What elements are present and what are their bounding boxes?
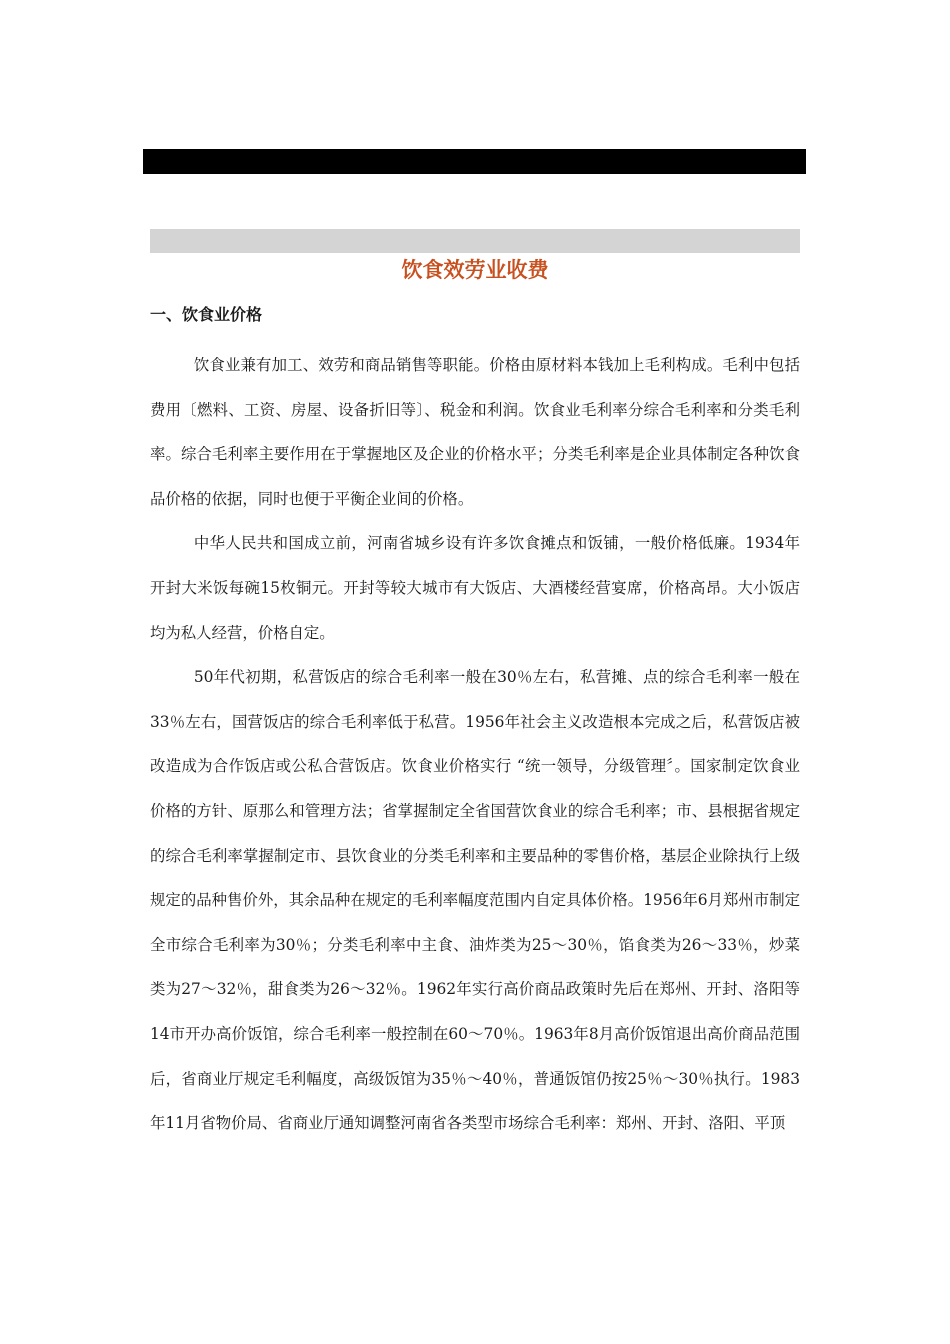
section-heading: 一、饮食业价格 xyxy=(150,305,263,324)
header-black-bar xyxy=(143,149,806,174)
paragraph-1: 饮食业兼有加工、效劳和商品销售等职能。价格由原材料本钱加上毛利构成。毛利中包括费用〔燃料、工资、房屋、设备折旧等〕、税金和利润。饮食业毛利率分综合毛利率和分类毛利率。综合毛利率主要作用在于掌握地区及企业的价格水平；分类毛利率是企业具体制定各种饮食品价格的依据，同时也便于平衡企业间的价格。 xyxy=(150,356,800,508)
paragraph-3: 50年代初期，私营饭店的综合毛利率一般在30％左右，私营摊、点的综合毛利率一般在33％左右，国营饭店的综合毛利率低于私营。1956年社会主义改造根本完成之后，私营饭店被改造成为合作饭店或公私合营饭店。饮食业价格实行 “统一领导，分级管理〞。国家制定饮食业价格的方针、原那么和管理方法；省掌握制定全省国营饮食业的综合毛利率；市、县根据省规定的综合毛利率掌握制定市、县饮食业的分类毛利率和主要品种的零售价格，基层企业除执行上级规定的品种售价外，其余品种在规定的毛利率幅度范围内自定具体价格。1956年6月郑州市制定全市综合毛利率为30％；分类毛利率中主食、油炸类为25～30％，馅食类为26～33％，炒菜类为27～32％，甜食类为26～32％。1962年实行高价商品政策时先后在郑州、开封、洛阳等14市开办高价饭馆，综合毛利率一般控制在60～70％。1963年8月高价饭馆退出高价商品范围后，省商业厅规定毛利幅度，高级饭馆为35％～40％，普通饭馆仍按25％～30％执行。1983年11月省物价局、省商业厅通知调整河南省各类型市场综合毛利率：郑州、开封、洛阳、平顶 xyxy=(150,668,800,1133)
header-grey-bar xyxy=(150,229,800,253)
document-title: 饮食效劳业收费 xyxy=(401,258,549,282)
paragraph-2: 中华人民共和国成立前，河南省城乡设有许多饮食摊点和饭铺，一般价格低廉。1934年开封大米饭每碗15枚铜元。开封等较大城市有大饭店、大酒楼经营宴席，价格高昂。大小饭店均为私人经营，价格自定。 xyxy=(150,534,800,642)
body-text xyxy=(150,343,800,1146)
